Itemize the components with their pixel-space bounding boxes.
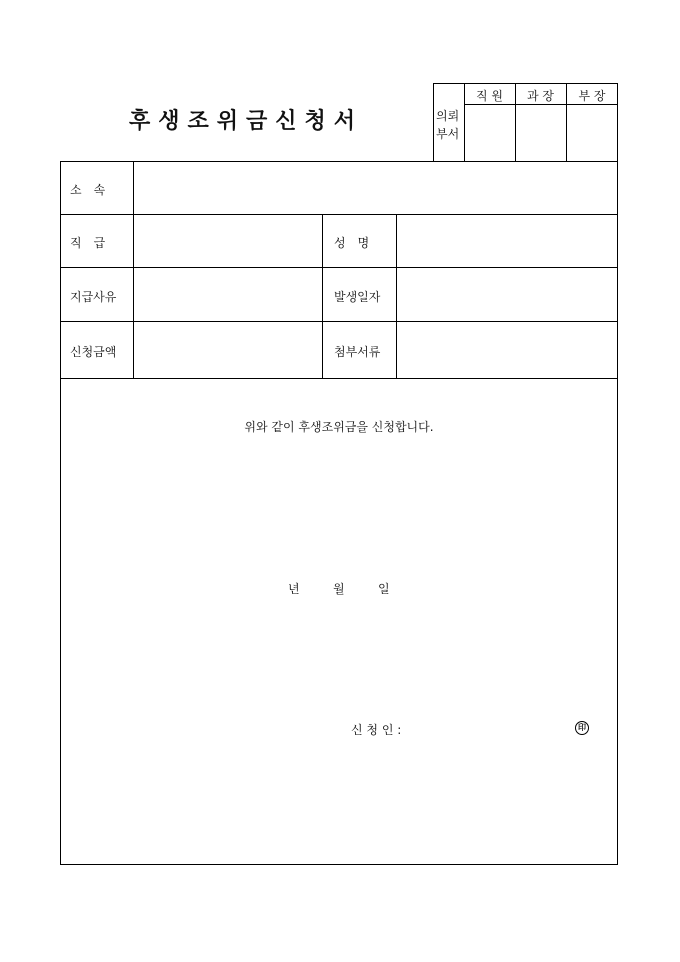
approval-side-label-line2: 부서 bbox=[436, 127, 460, 141]
approval-col-director: 부 장 bbox=[578, 89, 606, 103]
label-date: 발생일자 bbox=[334, 290, 381, 304]
label-rank: 직 급 bbox=[70, 236, 106, 250]
name-field[interactable] bbox=[397, 215, 617, 267]
seal-icon: 印 bbox=[575, 721, 589, 735]
label-name: 성 명 bbox=[334, 236, 370, 250]
amount-field[interactable] bbox=[134, 322, 322, 378]
approval-sign-director[interactable] bbox=[567, 105, 617, 161]
approval-side-label-line1: 의뢰 bbox=[436, 109, 460, 123]
applicant-label: 신 청 인 : bbox=[351, 723, 402, 737]
approval-col-manager: 과 장 bbox=[527, 89, 554, 103]
attachments-field[interactable] bbox=[397, 322, 617, 378]
label-reason: 지급사유 bbox=[70, 290, 117, 304]
approval-sign-staff[interactable] bbox=[465, 105, 514, 161]
date-day-label: 일 bbox=[378, 582, 390, 596]
date-field[interactable] bbox=[397, 268, 617, 321]
affiliation-field[interactable] bbox=[134, 162, 617, 214]
label-affiliation: 소 속 bbox=[70, 183, 106, 197]
approval-sign-manager[interactable] bbox=[516, 105, 565, 161]
approval-col-staff: 직 원 bbox=[476, 89, 503, 103]
date-month-label: 월 bbox=[333, 582, 345, 596]
applicant-signature-field[interactable] bbox=[430, 716, 570, 738]
statement-text: 위와 같이 후생조위금을 신청합니다. bbox=[244, 420, 434, 434]
label-attachments: 첨부서류 bbox=[334, 345, 381, 359]
label-amount: 신청금액 bbox=[70, 345, 117, 359]
reason-field[interactable] bbox=[134, 268, 322, 321]
date-year-label: 년 bbox=[288, 582, 300, 596]
rank-field[interactable] bbox=[134, 215, 322, 267]
form-title: 후생조위금신청서 bbox=[128, 108, 364, 134]
